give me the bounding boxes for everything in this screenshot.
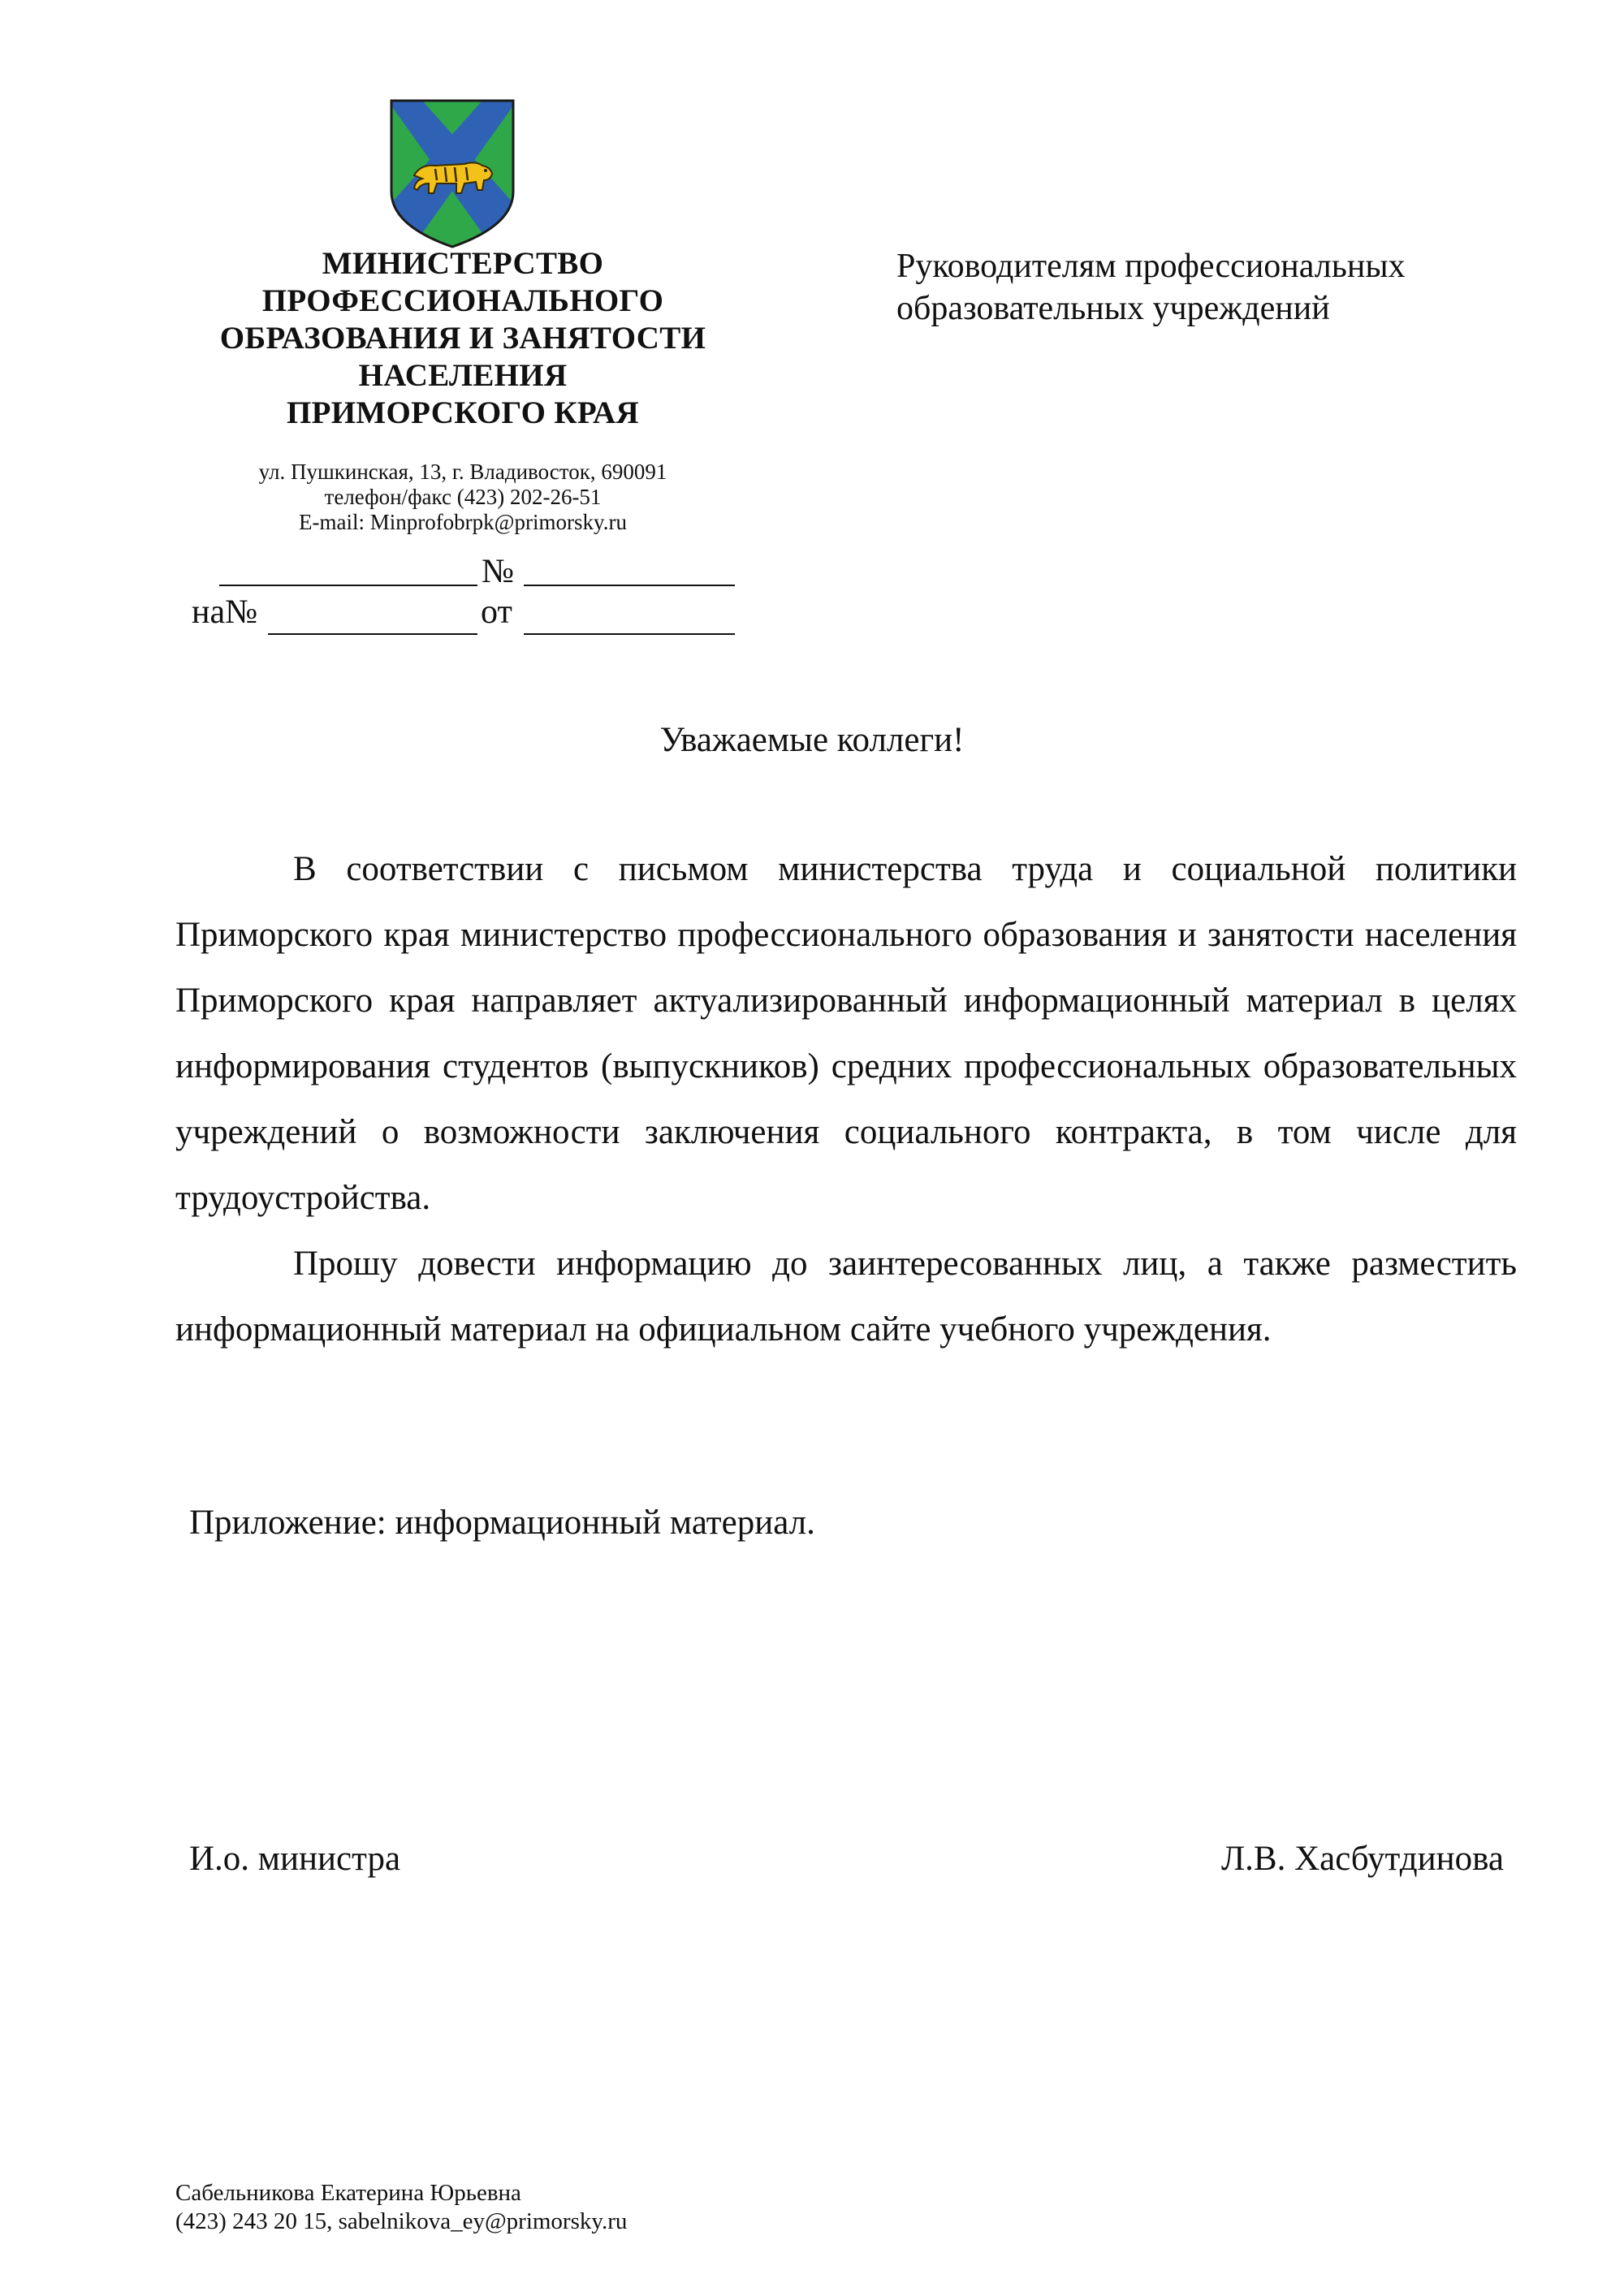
signatory-name: Л.В. Хасбутдинова — [1220, 1840, 1504, 1878]
ministry-name-line: МИНИСТЕРСТВО — [322, 246, 604, 281]
ministry-name — [146, 245, 780, 432]
outgoing-date-line — [219, 585, 477, 586]
addressee — [896, 245, 1546, 330]
body-paragraph: В соответствии с письмом министерства труда и социальной политики Приморского края министерство профессионального образования и занятости населения Приморского края направляет актуализированный информационный материал в целях информирования студентов (выпускников) средних профессиональных образовательных учреждений о возможности заключения социального контракта, в том числе для трудоустройства. — [175, 850, 1517, 1217]
addressee-line: Руководителям профессиональных — [896, 248, 1406, 285]
ministry-name-line: ПРИМОРСКОГО КРАЯ — [287, 395, 639, 430]
reply-number-line — [268, 633, 477, 635]
coat-of-arms-emblem — [387, 96, 518, 250]
attachment-note: Приложение: информационный материал. — [189, 1504, 815, 1542]
executor-info — [175, 2179, 627, 2236]
ministry-contacts — [146, 460, 780, 535]
ministry-name-line: ПРОФЕССИОНАЛЬНОГО — [261, 283, 664, 318]
executor-name: Сабельникова Екатерина Юрьевна — [175, 2180, 521, 2206]
reply-prefix: на№ — [192, 593, 258, 631]
addressee-line: образовательных учреждений — [896, 290, 1330, 327]
reply-date-line — [524, 633, 735, 635]
ministry-name-line: ОБРАЗОВАНИЯ И ЗАНЯТОСТИ — [219, 321, 706, 356]
from-label: от — [481, 593, 512, 631]
executor-contacts: (423) 243 20 15, sabelnikova_ey@primorsky.ru — [175, 2208, 628, 2234]
ministry-name-line: НАСЕЛЕНИЯ — [358, 358, 568, 393]
ministry-email: E-mail: Minprofobrpk@primorsky.ru — [298, 510, 628, 534]
number-sign: № — [482, 553, 515, 590]
outgoing-number-line — [524, 585, 735, 586]
body-paragraph: Прошу довести информацию до заинтересованных лиц, а также разместить информационный материал на официальном сайте учебного учреждения. — [175, 1245, 1517, 1349]
letter-body — [175, 836, 1517, 1362]
signatory-position: И.о. министра — [189, 1840, 401, 1878]
ministry-phone: телефон/факс (423) 202-26-51 — [324, 485, 602, 509]
greeting: Уважаемые коллеги! — [659, 721, 965, 759]
ministry-address: ул. Пушкинская, 13, г. Владивосток, 690091 — [258, 460, 667, 484]
